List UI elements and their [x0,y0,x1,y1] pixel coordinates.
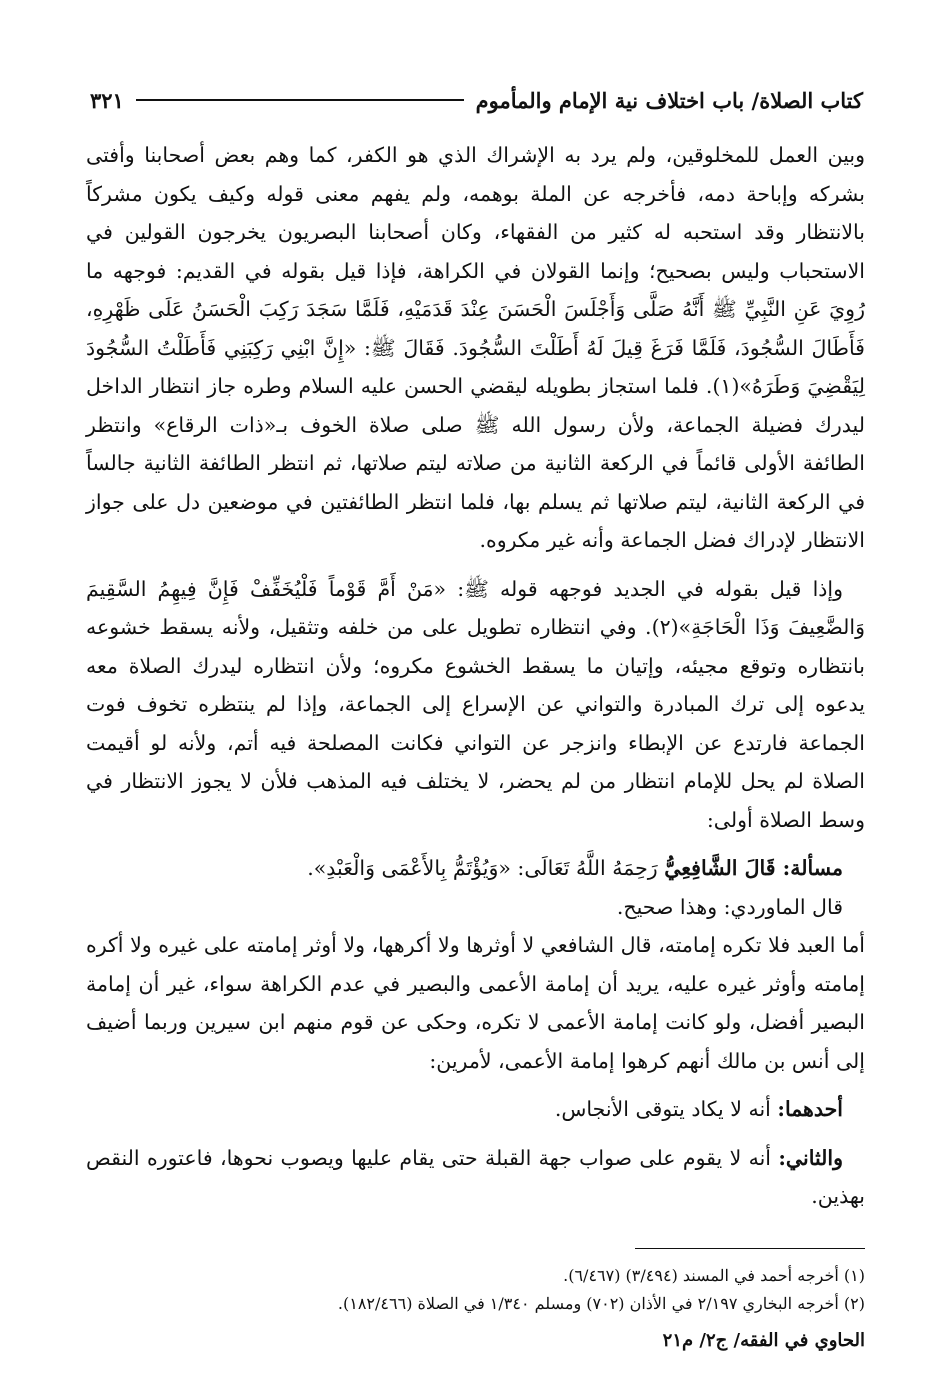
page-footer: الحاوي في الفقه/ ج٢/ م٢١ [662,1330,865,1351]
main-text [86,136,865,1216]
reason-2 [86,1139,865,1216]
footnote-rule [635,1248,865,1249]
reason-1-text: أنه لا يكاد يتوقى الأنجاس. [554,1097,771,1121]
paragraph-abd: أما العبد فلا تكره إمامته، قال الشافعي لا أوثرها ولا أكرهها، ولا أوثر إمامته على غيره ولا أكره إمامته وأوثر غيره عليه، يريد أن إمامة الأعمى والبصير في عدم الكراهة سواء، غير أن إمامة البصير أفضل، ولو كانت إمامة الأعمى لا تكره، وحكى عن قوم منهم ابن سيرين وربما أضيف إلى أنس بن مالك أنهم كرهوا إمامة الأعمى، لأمرين: [86,933,865,1073]
paragraph-2: وإذا قيل بقوله في الجديد فوجهه قوله ﷺ: «مَنْ أَمَّ قَوْماً فَلْيُخَفِّفْ فَإِنَّ فِيهِمُ السَّقِيمَ وَالضَّعِيفَ وَذَا الْحَاجَةِ»(٢). وفي انتظاره تطويل على من خلفه وتثقيل، ولأنه يسقط خشوعه بانتظاره وتوقع مجيئه، وإتيان ما يسقط الخشوع مكروه؛ ولأن انتظاره ليدرك الصلاة معه يدعوه إلى ترك المبادرة والتواني عن الإسراع إلى الجماعة، وإذا لم ينتظره تخوف فوت الجماعة فارتدع عن الإبطاء وانزجر عن التواني فكانت المصلحة فيه أتم، ولأنه لو أقيمت الصلاة لم يحل للإمام انتظار من لم يحضر، لا يختلف فيه المذهب فلأن لا يجوز الانتظار في وسط الصلاة أولى: [86,576,866,832]
footnote-1: (١) أخرجه أحمد في المسند (٣/٤٩٤) (٦/٤٦٧). [563,1266,865,1285]
paragraph-1: وبين العمل للمخلوقين، ولم يرد به الإشراك الذي هو الكفر، كما وهم بعض أصحابنا وأفتى بشركه وإباحة دمه، فأخرجه عن الملة بوهمه، ولم يفهم معنى قوله وكيف يكون مشركاً بالانتظار وقد استحبه له كثير من الفقهاء، وكان أصحابنا البصريون يخرجون القولين في الاستحباب وليس بصحيح؛ وإنما القولان في الكراهة، فإذا قيل بقوله في القديم: فوجهه ما رُوِيَ عَنِ النَّبِيِّ ﷺ أَنَّهُ صَلَّى وَأَجْلَسَ الْحَسَنَ عِنْدَ قَدَمَيْهِ، فَلَمَّا سَجَدَ رَكِبَ الْحَسَنُ عَلَى ظَهْرِهِ، فَأَطَالَ السُّجُودَ، فَلَمَّا فَرَغَ قِيلَ لَهُ أَطَلْتَ السُّجُودَ. فَقَالَ ﷺ: «إِنَّ ابْنِي رَكِبَنِي فَأَطَلْتُ السُّجُودَ لِيَقْضِيَ وَطَرَهُ»(١). فلما استجاز بطويله ليقضي الحسن عليه السلام وطره جاز انتظار الداخل ليدرك فضيلة الجماعة، ولأن رسول الله ﷺ صلى صلاة الخوف بـ«ذات الرقاع» وانتظر الطائفة الأولى قائماً في الركعة الثانية من صلاته ليتم صلاتها، ثم انتظر الطائفة الثانية جالساً في الركعة الثانية، ليتم صلاتها ثم يسلم بها، فلما انتظر الطائفتين في موضعين دل على جواز الانتظار لإدراك فضل الجماعة وأنه غير مكروه. [86,143,865,552]
masala-paragraph [86,849,865,888]
reason-2-lead: والثاني: [778,1145,843,1170]
masala-text: رَحِمَهُ اللَّهُ تَعَالَى: «وَيُؤْتَمُّ بِالأَعْمَى وَالْعَبْدِ». [307,856,658,880]
page-number: ٣٢١ [90,87,124,113]
running-header [90,82,863,118]
masala-label: مسألة: قَالَ الشَّافِعِيُّ [664,856,843,880]
footnote-2: (٢) أخرجه البخاري ٢/١٩٧ في الأذان (٧٠٢) ومسلم ١/٣٤٠ في الصلاة (١٨٢/٤٦٦). [337,1294,865,1313]
mawardi-line: قال الماوردي: وهذا صحيح. [616,894,843,919]
header-rule [136,99,464,101]
footnotes [86,1262,865,1318]
reason-2-text: أنه لا يقوم على صواب جهة القبلة حتى يقام عليها ويصوب نحوها، فاعتوره النقص بهذين. [86,1145,865,1208]
reason-1-lead: أحدهما: [777,1097,843,1121]
header-title: كتاب الصلاة/ باب اختلاف نية الإمام والمأموم [475,87,863,113]
reason-1 [86,1090,865,1129]
